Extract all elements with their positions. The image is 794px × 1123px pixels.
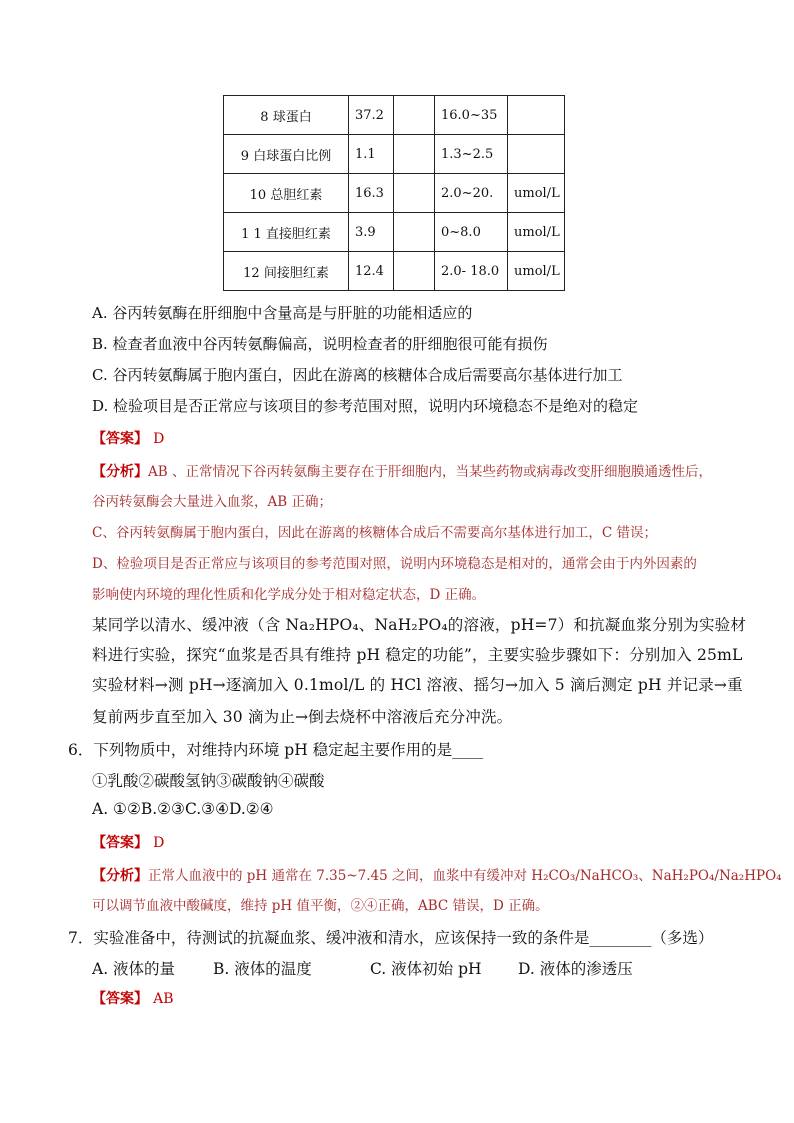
q5-analysis-line-4: D、检验项目是否正常应与该项目的参考范围对照，说明内环境稳态是相对的，通常会由于内外因素的 <box>92 556 697 572</box>
q5-analysis-line-2: 谷丙转氨酶会大量进入血浆，AB 正确； <box>92 494 332 510</box>
table-row <box>224 96 565 135</box>
item-name-cell: 9 白球蛋白比例 <box>224 135 349 174</box>
item-name-cell: 1 1 直接胆红素 <box>224 213 349 252</box>
flag-cell <box>394 135 435 174</box>
q5-analysis-line-5: 影响使内环境的理化性质和化学成分处于相对稳定状态，D 正确。 <box>92 587 486 603</box>
lab-results-table <box>223 95 565 291</box>
reference-cell: 0~8.0 <box>435 213 508 252</box>
passage-line-4: 复前两步直至加入 30 滴为止→倒去烧杯中溶液后充分冲洗。 <box>92 708 513 726</box>
q7-stem: 7．实验准备中，待测试的抗凝血浆、缓冲液和清水，应该保持一致的条件是________（多选） <box>68 929 714 947</box>
q7-answer <box>92 988 174 1008</box>
reference-cell: 2.0- 18.0 <box>435 252 508 291</box>
passage-line-1: 某同学以清水、缓冲液（含 Na₂HPO₄、NaH₂PO₄的溶液，pH=7）和抗凝血浆分别为实验材 <box>92 616 747 634</box>
reference-cell: 1.3~2.5 <box>435 135 508 174</box>
answer-value: AB <box>153 991 174 1007</box>
unit-cell: umol/L <box>508 174 565 213</box>
q6-analysis-line-1 <box>92 864 782 885</box>
q5-analysis-line-1 <box>92 460 712 481</box>
q5-option-d: D. 检验项目是否正常应与该项目的参考范围对照，说明内环境稳态不是绝对的稳定 <box>92 397 639 415</box>
table-row <box>224 174 565 213</box>
flag-cell <box>394 252 435 291</box>
q5-option-a: A. 谷丙转氨酶在肝细胞中含量高是与肝脏的功能相适应的 <box>92 304 473 322</box>
item-name-cell: 8 球蛋白 <box>224 96 349 135</box>
result-cell: 16.3 <box>349 174 394 213</box>
q7-option-d: D. 液体的渗透压 <box>518 960 633 978</box>
table-row <box>224 135 565 174</box>
q5-option-c: C. 谷丙转氨酶属于胞内蛋白，因此在游离的核糖体合成后需要高尔基体进行加工 <box>92 366 623 384</box>
passage-line-3: 实验材料→测 pH→逐滴加入 0.1mol/L 的 HCl 溶液、摇匀→加入 5 滴后测定 pH 并记录→重 <box>92 676 743 694</box>
flag-cell <box>394 96 435 135</box>
analysis-tag: 【分析】 <box>92 868 148 884</box>
answer-value: D <box>153 431 165 447</box>
q5-option-b: B. 检查者血液中谷丙转氨酶偏高，说明检查者的肝细胞很可能有损伤 <box>92 335 548 353</box>
q6-stem: 6．下列物质中，对维持内环境 pH 稳定起主要作用的是____ <box>68 741 484 759</box>
q6-options: A. ①②B.②③C.③④D.②④ <box>92 800 274 818</box>
answer-value: D <box>153 835 165 851</box>
answer-tag: 【答案】 <box>92 431 148 447</box>
result-cell: 37.2 <box>349 96 394 135</box>
analysis-text: 正常人血液中的 pH 通常在 7.35~7.45 之间，血浆中有缓冲对 H₂CO₃/NaHCO₃、NaH₂PO₄/Na₂HPO₄ <box>148 868 782 884</box>
analysis-text: AB 、正常情况下谷丙转氨酶主要存在于肝细胞内，当某些药物或病毒改变肝细胞膜通透性后， <box>148 464 712 480</box>
item-name-cell: 10 总胆红素 <box>224 174 349 213</box>
analysis-tag: 【分析】 <box>92 464 148 480</box>
table-row <box>224 213 565 252</box>
unit-cell <box>508 96 565 135</box>
q7-option-b: B. 液体的温度 <box>213 960 312 978</box>
q7-option-a: A. 液体的量 <box>92 960 176 978</box>
reference-cell: 2.0~20. <box>435 174 508 213</box>
passage-line-2: 料进行实验，探究“血浆是否具有维持 pH 稳定的功能”，主要实验步骤如下：分别加入 25mL <box>92 646 743 664</box>
q6-answer <box>92 832 164 852</box>
result-cell: 12.4 <box>349 252 394 291</box>
result-cell: 1.1 <box>349 135 394 174</box>
flag-cell <box>394 213 435 252</box>
reference-cell: 16.0~35 <box>435 96 508 135</box>
q7-option-c: C. 液体初始 pH <box>370 960 482 978</box>
q6-analysis-line-2: 可以调节血液中酸碱度，维持 pH 值平衡，②④正确，ABC 错误，D 正确。 <box>92 898 549 914</box>
unit-cell: umol/L <box>508 213 565 252</box>
unit-cell <box>508 135 565 174</box>
q5-analysis-line-3: C、谷丙转氨酶属于胞内蛋白，因此在游离的核糖体合成后不需要高尔基体进行加工，C 错误； <box>92 525 657 541</box>
table-row <box>224 252 565 291</box>
result-cell: 3.9 <box>349 213 394 252</box>
answer-tag: 【答案】 <box>92 991 148 1007</box>
flag-cell <box>394 174 435 213</box>
answer-tag: 【答案】 <box>92 835 148 851</box>
q5-answer <box>92 428 164 448</box>
item-name-cell: 12 间接胆红素 <box>224 252 349 291</box>
unit-cell: umol/L <box>508 252 565 291</box>
q6-items: ①乳酸②碳酸氢钠③碳酸钠④碳酸 <box>92 772 325 790</box>
